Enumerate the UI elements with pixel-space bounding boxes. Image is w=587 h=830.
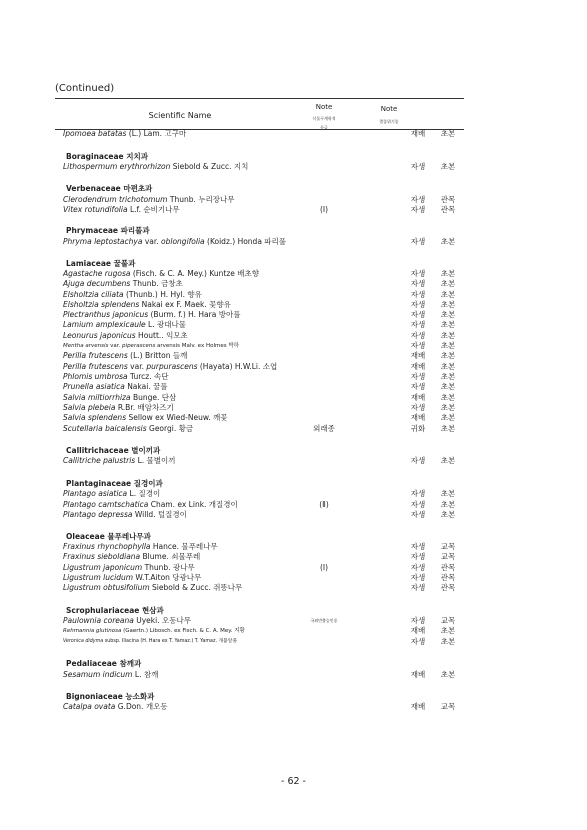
species-authority: L. 광대나물 xyxy=(145,320,186,329)
species-name xyxy=(63,510,187,520)
note-1-value: (Ⅰ) xyxy=(319,205,329,214)
table-row xyxy=(0,424,587,434)
species-name xyxy=(63,702,168,712)
life-form-value: 초본 xyxy=(440,129,456,138)
table-row xyxy=(0,362,587,372)
life-form-value: 초본 xyxy=(440,237,456,246)
table-row xyxy=(0,626,587,636)
species-epithet: Perilla frutescens xyxy=(63,362,128,371)
table-row xyxy=(0,372,587,382)
origin-value: 재배 xyxy=(410,413,426,422)
species-authority: Blume. 쇠물푸레 xyxy=(140,552,201,561)
species-authority: Sellow ex Wied-Neuw. 깨꽃 xyxy=(126,413,228,422)
life-form-value: 초본 xyxy=(440,424,456,433)
life-form-value: 초본 xyxy=(440,510,456,519)
life-form-value: 초본 xyxy=(440,500,456,509)
species-authority: (Thunb.) H. Hyl. 향유 xyxy=(123,290,202,299)
species-authority: (L.) Britton 들깨 xyxy=(127,351,188,360)
species-epithet: Vitex rotundifolia xyxy=(63,205,128,214)
life-form-value: 초본 xyxy=(440,372,456,381)
species-epithet: Ipomoea batatas xyxy=(63,129,127,138)
species-name xyxy=(63,583,242,593)
table-row xyxy=(0,341,587,351)
family-name: Phrymaceae 파리풀과 xyxy=(66,226,150,235)
origin-value: 자생 xyxy=(410,616,426,625)
origin-value: 자생 xyxy=(410,489,426,498)
origin-value: 자생 xyxy=(410,162,426,171)
species-authority: Nakai ex F. Maek. 꽃향유 xyxy=(139,300,231,309)
life-form-value: 교목 xyxy=(440,552,456,561)
family-row xyxy=(0,692,587,702)
life-form-value: 초본 xyxy=(440,403,456,412)
species-name xyxy=(63,269,259,279)
species-authority: subsp. Illacina (H. Hara ex T. Yamaz.) T. Yamaz. 개불알풀 xyxy=(103,639,238,644)
life-form-value: 관목 xyxy=(440,563,456,572)
species-authority: Houtt.. 익모초 xyxy=(135,331,188,340)
table-row xyxy=(0,542,587,552)
species-name xyxy=(63,290,202,300)
infraspecific-epithet: piperascens xyxy=(122,343,156,349)
species-epithet: Leonurus japonicus xyxy=(63,331,136,340)
life-form-value: 관목 xyxy=(440,573,456,582)
continued-label: (Continued) xyxy=(55,83,115,94)
origin-value: 자생 xyxy=(410,290,426,299)
origin-value: 자생 xyxy=(410,542,426,551)
species-epithet: Fraxinus rhynchophylla xyxy=(63,542,151,551)
family-row xyxy=(0,532,587,542)
species-name xyxy=(63,237,286,247)
origin-value: 자생 xyxy=(410,637,426,646)
species-authority: L. 참깨 xyxy=(132,670,159,679)
species-authority: (Fisch. & C. A. Mey.) Kuntze 배초향 xyxy=(130,269,260,278)
table-row xyxy=(0,393,587,403)
family-name: Lamiaceae 꿀풀과 xyxy=(66,259,136,268)
table-row xyxy=(0,413,587,423)
species-epithet: Clerodendrum trichotomum xyxy=(63,195,168,204)
species-name xyxy=(63,129,186,139)
life-form-value: 관목 xyxy=(440,195,456,204)
life-form-value: 초본 xyxy=(440,310,456,319)
species-epithet: Rehmannia glutinosa xyxy=(63,628,122,634)
header-note-2-sub: 멸종위기종 xyxy=(379,119,399,124)
header-note-1: Note xyxy=(315,103,333,111)
origin-value: 자생 xyxy=(410,456,426,465)
header-scientific-name: Scientific Name xyxy=(148,111,212,120)
origin-value: 자생 xyxy=(410,382,426,391)
species-authority: Hance. 물푸레나무 xyxy=(150,542,218,551)
species-name xyxy=(63,300,231,310)
species-name xyxy=(63,393,176,403)
origin-value: 재배 xyxy=(410,129,426,138)
species-authority: (Burm. f.) H. Hara 방아풀 xyxy=(148,310,241,319)
life-form-value: 교목 xyxy=(440,542,456,551)
infraspecific-epithet: oblongifolia xyxy=(161,237,205,246)
family-name: Boraginaceae 지치과 xyxy=(66,152,148,161)
origin-value: 자생 xyxy=(410,320,426,329)
life-form-value: 초본 xyxy=(440,637,456,646)
species-authority: Nakai. 꿀풀 xyxy=(124,382,168,391)
species-name xyxy=(63,637,237,647)
origin-value: 자생 xyxy=(410,372,426,381)
table-row xyxy=(0,616,587,626)
life-form-value: 초본 xyxy=(440,331,456,340)
species-epithet: Scutellaria baicalensis xyxy=(63,424,147,433)
family-row xyxy=(0,259,587,269)
species-authority: (Gaertn.) Libosch. ex Fisch. & C. A. Mey. 지황 xyxy=(121,628,245,634)
species-name xyxy=(63,341,239,351)
note-1-value: (Ⅱ) xyxy=(319,500,329,509)
species-authority: Turcz. 속단 xyxy=(127,372,169,381)
life-form-value: 초본 xyxy=(440,351,456,360)
species-authority: Thunb. 광나무 xyxy=(142,563,195,572)
table-row xyxy=(0,573,587,583)
table-row xyxy=(0,300,587,310)
table-row xyxy=(0,195,587,205)
life-form-value: 관목 xyxy=(440,205,456,214)
table-row xyxy=(0,510,587,520)
table-row xyxy=(0,269,587,279)
species-epithet: Plantago asiatica xyxy=(63,489,128,498)
origin-value: 자생 xyxy=(410,205,426,214)
species-authority: var. xyxy=(108,343,123,349)
header-note-1-sub-line2: 등급 xyxy=(320,125,328,130)
table-row xyxy=(0,351,587,361)
species-name xyxy=(63,670,158,680)
infraspecific-authority: (Hayata) H.W.Li. 소엽 xyxy=(197,362,278,371)
origin-value: 자생 xyxy=(410,583,426,592)
species-epithet: Elsholtzia splendens xyxy=(63,300,140,309)
table-row xyxy=(0,162,587,172)
species-name xyxy=(63,382,168,392)
life-form-value: 초본 xyxy=(440,413,456,422)
table-row xyxy=(0,320,587,330)
species-epithet: Prunella asiatica xyxy=(63,382,125,391)
life-form-value: 초본 xyxy=(440,279,456,288)
species-epithet: Catalpa ovata xyxy=(63,702,116,711)
species-authority: var. xyxy=(142,237,162,246)
species-epithet: Ligustrum lucidum xyxy=(63,573,134,582)
species-epithet: Plantago depressa xyxy=(63,510,133,519)
table-row xyxy=(0,583,587,593)
species-name xyxy=(63,331,188,341)
life-form-value: 초본 xyxy=(440,670,456,679)
origin-value: 재배 xyxy=(410,351,426,360)
origin-value: 재배 xyxy=(410,626,426,635)
species-authority: Thunb. 금창초 xyxy=(130,279,183,288)
life-form-value: 초본 xyxy=(440,300,456,309)
life-form-value: 초본 xyxy=(440,341,456,350)
species-name xyxy=(63,489,160,499)
life-form-value: 초본 xyxy=(440,489,456,498)
note-1-value: 국외반출승인종 xyxy=(310,618,338,623)
species-name xyxy=(63,351,187,361)
species-name xyxy=(63,413,228,423)
family-name: Oleaceae 물푸레나무과 xyxy=(66,532,151,541)
species-epithet: Salvia miltiorrhiza xyxy=(63,393,131,402)
species-authority: Bunge. 단삼 xyxy=(130,393,177,402)
species-epithet: Plantago camtschatica xyxy=(63,500,149,509)
species-epithet: Perilla frutescens xyxy=(63,351,128,360)
species-name xyxy=(63,573,201,583)
family-row xyxy=(0,606,587,616)
origin-value: 자생 xyxy=(410,563,426,572)
species-epithet: Agastache rugosa xyxy=(63,269,131,278)
table-row xyxy=(0,310,587,320)
family-name: Plantaginaceae 질경이과 xyxy=(66,479,163,488)
origin-value: 자생 xyxy=(410,403,426,412)
species-name xyxy=(63,500,238,510)
table-row xyxy=(0,500,587,510)
species-epithet: Salvia splendens xyxy=(63,413,127,422)
species-authority: var. xyxy=(127,362,147,371)
table-row xyxy=(0,563,587,573)
species-authority: R.Br. 배암차즈기 xyxy=(115,403,174,412)
origin-value: 자생 xyxy=(410,341,426,350)
species-name xyxy=(63,195,234,205)
species-epithet: Callitriche palustris xyxy=(63,456,136,465)
species-epithet: Ligustrum obtusifolium xyxy=(63,583,150,592)
life-form-value: 교목 xyxy=(440,616,456,625)
origin-value: 재배 xyxy=(410,702,426,711)
species-name xyxy=(63,424,193,434)
origin-value: 자생 xyxy=(410,500,426,509)
life-form-value: 초본 xyxy=(440,362,456,371)
table-row xyxy=(0,205,587,215)
species-authority: Georgi. 황금 xyxy=(146,424,194,433)
species-authority: Thunb. 누리장나무 xyxy=(167,195,235,204)
family-row xyxy=(0,184,587,194)
table-row xyxy=(0,290,587,300)
origin-value: 자생 xyxy=(410,195,426,204)
life-form-value: 교목 xyxy=(440,702,456,711)
species-epithet: Lithospermum erythrorhizon xyxy=(63,162,171,171)
infraspecific-authority: arvensis Malv. ex Holmes 박하 xyxy=(155,343,239,349)
family-name: Pedaliaceae 참깨과 xyxy=(66,659,142,668)
family-name: Callitrichaceae 별이끼과 xyxy=(66,446,161,455)
life-form-value: 초본 xyxy=(440,456,456,465)
origin-value: 자생 xyxy=(410,300,426,309)
species-epithet: Salvia plebeia xyxy=(63,403,116,412)
family-name: Verbenaceae 마편초과 xyxy=(66,184,153,193)
family-row xyxy=(0,152,587,162)
species-authority: Willd. 털질경이 xyxy=(132,510,187,519)
species-authority: L.f. 순비기나무 xyxy=(127,205,180,214)
species-authority: Cham. ex Link. 개질경이 xyxy=(148,500,238,509)
species-authority: W.T.Aiton 당광나무 xyxy=(133,573,202,582)
note-1-value: 외래종 xyxy=(313,424,335,433)
family-row xyxy=(0,479,587,489)
table-row xyxy=(0,552,587,562)
species-authority: L. 질경이 xyxy=(127,489,161,498)
species-epithet: Ajuga decumbens xyxy=(63,279,131,288)
family-row xyxy=(0,659,587,669)
species-epithet: Mentha arvensis xyxy=(63,343,109,349)
table-row xyxy=(0,331,587,341)
origin-value: 재배 xyxy=(410,362,426,371)
species-name xyxy=(63,403,174,413)
family-row xyxy=(0,226,587,236)
origin-value: 재배 xyxy=(410,670,426,679)
species-authority: (L.) Lam. 고구마 xyxy=(126,129,187,138)
table-row xyxy=(0,129,587,139)
table-row xyxy=(0,702,587,712)
origin-value: 자생 xyxy=(410,269,426,278)
species-name xyxy=(63,205,180,215)
family-name: Scrophulariaceae 현삼과 xyxy=(66,606,164,615)
species-authority: L. 물별이끼 xyxy=(135,456,176,465)
species-name xyxy=(63,362,277,372)
family-row xyxy=(0,446,587,456)
species-authority: Siebold & Zucc. 지치 xyxy=(170,162,249,171)
species-name xyxy=(63,542,218,552)
origin-value: 자생 xyxy=(410,279,426,288)
header-note-2: Note xyxy=(380,105,398,113)
origin-value: 귀화 xyxy=(410,424,426,433)
species-authority: Siebold & Zucc. 쥐똥나무 xyxy=(149,583,243,592)
origin-value: 자생 xyxy=(410,510,426,519)
species-name xyxy=(63,456,176,466)
table-row xyxy=(0,279,587,289)
table-row xyxy=(0,237,587,247)
species-epithet: Elsholtzia ciliata xyxy=(63,290,124,299)
origin-value: 재배 xyxy=(410,393,426,402)
origin-value: 자생 xyxy=(410,331,426,340)
species-epithet: Plectranthus japonicus xyxy=(63,310,149,319)
species-epithet: Ligustrum japonicum xyxy=(63,563,143,572)
species-epithet: Lamium amplexicaule xyxy=(63,320,146,329)
life-form-value: 초본 xyxy=(440,320,456,329)
table-row xyxy=(0,637,587,647)
origin-value: 자생 xyxy=(410,310,426,319)
header-note-1-sub-line1: 식물구계학적 xyxy=(312,116,336,121)
species-name xyxy=(63,616,191,626)
table-row xyxy=(0,489,587,499)
life-form-value: 초본 xyxy=(440,382,456,391)
species-name xyxy=(63,563,195,573)
species-name xyxy=(63,552,200,562)
infraspecific-authority: (Koidz.) Honda 파리풀 xyxy=(204,237,287,246)
origin-value: 자생 xyxy=(410,552,426,561)
species-authority: G.Don. 개오동 xyxy=(115,702,168,711)
species-epithet: Paulownia coreana xyxy=(63,616,134,625)
table-row xyxy=(0,403,587,413)
family-name: Bignoniaceae 능소화과 xyxy=(66,692,155,701)
origin-value: 자생 xyxy=(410,237,426,246)
table-row xyxy=(0,670,587,680)
note-1-value: (Ⅰ) xyxy=(319,563,329,572)
species-epithet: Sesamum indicum xyxy=(63,670,133,679)
infraspecific-epithet: purpurascens xyxy=(146,362,198,371)
species-name xyxy=(63,626,245,636)
species-epithet: Phryma leptostachya xyxy=(63,237,143,246)
life-form-value: 초본 xyxy=(440,393,456,402)
life-form-value: 초본 xyxy=(440,626,456,635)
species-name xyxy=(63,279,183,289)
species-epithet: Fraxinus sieboldiana xyxy=(63,552,141,561)
species-name xyxy=(63,310,240,320)
species-name xyxy=(63,320,186,330)
life-form-value: 초본 xyxy=(440,162,456,171)
species-name xyxy=(63,162,248,172)
origin-value: 자생 xyxy=(410,573,426,582)
life-form-value: 초본 xyxy=(440,269,456,278)
table-row xyxy=(0,456,587,466)
page-number: - 62 - xyxy=(281,776,306,787)
species-epithet: Phlomis umbrosa xyxy=(63,372,128,381)
life-form-value: 관목 xyxy=(440,583,456,592)
table-row xyxy=(0,382,587,392)
life-form-value: 초본 xyxy=(440,290,456,299)
species-epithet: Veronica didyma xyxy=(63,639,104,644)
species-name xyxy=(63,372,168,382)
species-authority: Uyeki. 오동나무 xyxy=(133,616,191,625)
